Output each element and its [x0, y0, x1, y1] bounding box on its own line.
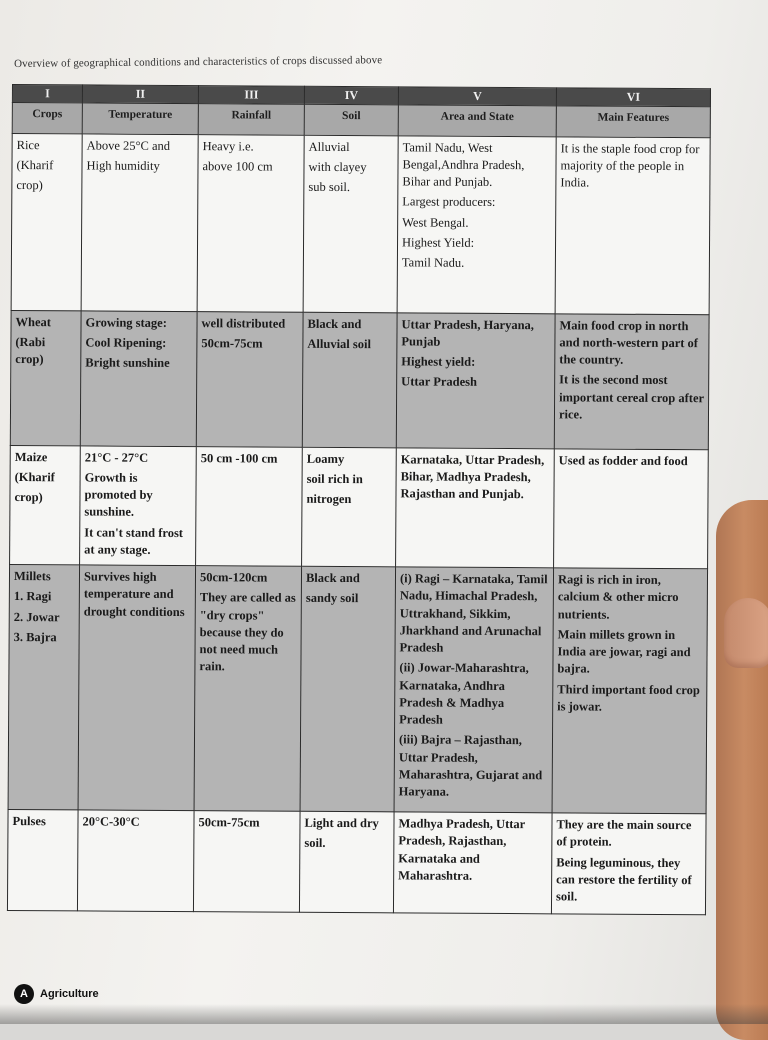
cell-text: Karnataka, Uttar Pradesh, Bihar, Madhya Pradesh, Rajasthan and Punjab. [400, 451, 545, 502]
cell-text: It can't stand frost at any stage. [84, 524, 184, 557]
cell-text: Being leguminous, they can restore the fertility of soil. [556, 854, 692, 904]
cell-features [551, 813, 706, 915]
footer-label: Agriculture [40, 988, 99, 1000]
cell-soil [302, 312, 397, 448]
cell-temperature [80, 310, 197, 446]
cell-text: Black and [307, 316, 362, 331]
table-row [10, 445, 709, 569]
hand-thumb [716, 500, 768, 1040]
cell-rainfall [197, 134, 304, 312]
cell-temperature [77, 810, 194, 912]
cell-text: High humidity [86, 158, 160, 173]
cell-text: Main millets grown in India are jowar, ragi and bajra. [557, 627, 691, 676]
table-row [7, 810, 706, 915]
cell-rainfall [194, 566, 301, 812]
cell-text: Bright sunshine [85, 355, 170, 371]
column-numeral: VI [556, 88, 710, 106]
table-row [10, 310, 709, 449]
column-numeral: II [82, 85, 198, 103]
table-body [7, 133, 710, 915]
cell-area [396, 447, 555, 567]
page-footer [14, 984, 99, 1004]
cell-text: Highest yield: [401, 354, 476, 369]
cell-text: 50cm-120cm [199, 570, 268, 585]
cell-text: Madhya Pradesh, Uttar Pradesh, Rajasthan, Karnataka and Maharashtra. [398, 816, 526, 883]
cell-text: Alluvial [308, 139, 350, 154]
cell-text: (Rabi crop) [15, 334, 46, 367]
crop-conditions-table [7, 84, 711, 915]
cell-crop [10, 310, 81, 445]
cell-text: (i) Ragi – Karnataka, Tamil Nadu, Himachal Pradesh, Uttrakhand, Sikkim, Jharkhand and Arunachal Pradesh [399, 571, 548, 655]
cell-text: crop) [14, 490, 43, 505]
column-header-features: Main Features [556, 105, 710, 137]
cell-temperature [81, 133, 198, 311]
hand-fingernail [724, 598, 768, 668]
cell-text: Ragi is rich in iron, calcium & other micro nutrients. [557, 572, 679, 622]
cell-text: Used as fodder and food [558, 452, 688, 468]
cell-text: Rice [16, 137, 40, 152]
cell-text: 50cm-75cm [198, 815, 260, 830]
cell-soil [299, 811, 394, 913]
cell-area [393, 812, 552, 914]
column-numeral: IV [304, 86, 398, 104]
cell-text: Above 25°C and [86, 138, 171, 153]
cell-text: sandy soil [305, 591, 359, 606]
cell-text: with clayey [308, 159, 367, 174]
cell-text: Tamil Nadu, West Bengal,Andhra Pradesh, Bihar and Punjab. [402, 139, 525, 189]
cell-text: Third important food crop is jowar. [557, 681, 700, 714]
cell-text: Survives high temperature and drought conditions [83, 569, 185, 619]
cell-text: Growing stage: [85, 315, 167, 330]
cell-text: Largest producers: [402, 194, 496, 210]
cell-text: Main food crop in north and north-western part of the country. [559, 317, 699, 367]
cell-text: Millets [13, 569, 51, 584]
cell-crop [7, 810, 78, 911]
cell-text: above 100 cm [202, 158, 273, 174]
cell-features [552, 568, 707, 814]
cell-text: Heavy i.e. [202, 138, 254, 154]
cell-rainfall [193, 811, 300, 913]
cell-text: It is the staple food crop for majority of the people in India. [560, 140, 700, 190]
column-header-area: Area and State [398, 104, 556, 136]
cell-temperature [80, 445, 197, 565]
cell-text: West Bengal. [402, 214, 469, 230]
cell-text: soil. [304, 836, 326, 851]
cell-crop [8, 565, 79, 810]
cell-text: (ii) Jowar-Maharashtra, Karnataka, Andhra Pradesh & Madhya Pradesh [399, 660, 529, 727]
cell-text: 3. Bajra [13, 629, 57, 645]
table-row [11, 133, 710, 314]
column-numeral: I [12, 85, 82, 103]
page-shadow [0, 1004, 768, 1024]
cell-text: Pulses [12, 814, 46, 829]
cell-text: Uttar Pradesh [401, 374, 478, 390]
cell-text: soil rich in [306, 471, 363, 486]
cell-area [394, 567, 553, 813]
column-headers-row [12, 102, 710, 137]
table-row [8, 565, 707, 814]
cell-text: (iii) Bajra – Rajasthan, Uttar Pradesh, Maharashtra, Gujarat and Haryana. [398, 732, 543, 799]
cell-soil [300, 566, 395, 812]
cell-area [397, 135, 556, 313]
cell-text: (Kharif [14, 469, 55, 485]
column-header-crops: Crops [12, 102, 82, 133]
cell-text: Tamil Nadu. [401, 255, 465, 270]
cell-crop [10, 445, 81, 565]
cell-text: (Kharif [16, 157, 54, 173]
cell-text: 1. Ragi [13, 589, 52, 604]
cell-text: 21°C - 27°C [84, 449, 149, 465]
cell-text: Highest Yield: [401, 235, 475, 250]
cell-text: It is the second most important cereal crop after rice. [558, 372, 704, 422]
cell-text: Light and dry [304, 815, 379, 831]
cell-crop [11, 133, 82, 310]
column-numeral: III [198, 86, 304, 104]
cell-text: 2. Jowar [13, 609, 60, 624]
cell-area [396, 312, 555, 448]
cell-text: well distributed [201, 315, 286, 331]
cell-features [554, 448, 709, 568]
column-header-soil: Soil [304, 104, 398, 136]
column-header-temperature: Temperature [82, 102, 198, 134]
cell-text: Cool Ripening: [85, 335, 167, 350]
cell-rainfall [196, 311, 303, 447]
cell-features [555, 136, 710, 314]
cell-temperature [78, 565, 195, 811]
cell-text: Black and [305, 570, 360, 586]
column-header-rainfall: Rainfall [198, 103, 304, 135]
cell-text: 50 cm -100 cm [200, 450, 278, 466]
cell-text: Alluvial soil [307, 336, 372, 351]
cell-soil [303, 135, 398, 313]
cell-text: crop) [16, 178, 43, 193]
cell-text: sub soil. [308, 179, 351, 195]
cell-text: Wheat [15, 314, 52, 329]
column-numeral: V [398, 87, 556, 106]
cell-rainfall [196, 446, 303, 566]
cell-text: They are the main source of protein. [556, 817, 692, 849]
cell-text: They are called as "dry crops" because they do not need much rain. [199, 590, 296, 674]
cell-text: nitrogen [306, 491, 352, 507]
cell-text: Maize [14, 449, 48, 464]
cell-text: 20°C-30°C [82, 814, 140, 829]
table-caption: Overview of geographical conditions and characteristics of crops discussed above [14, 54, 383, 70]
cell-soil [302, 447, 397, 567]
cell-text: 50cm-75cm [201, 335, 263, 351]
cell-text: Uttar Pradesh, Haryana, Punjab [401, 316, 534, 349]
cell-features [554, 313, 709, 449]
agriculture-logo-icon: A [14, 984, 34, 1004]
cell-text: Loamy [306, 451, 345, 466]
cell-text: Growth is promoted by sunshine. [84, 470, 153, 520]
